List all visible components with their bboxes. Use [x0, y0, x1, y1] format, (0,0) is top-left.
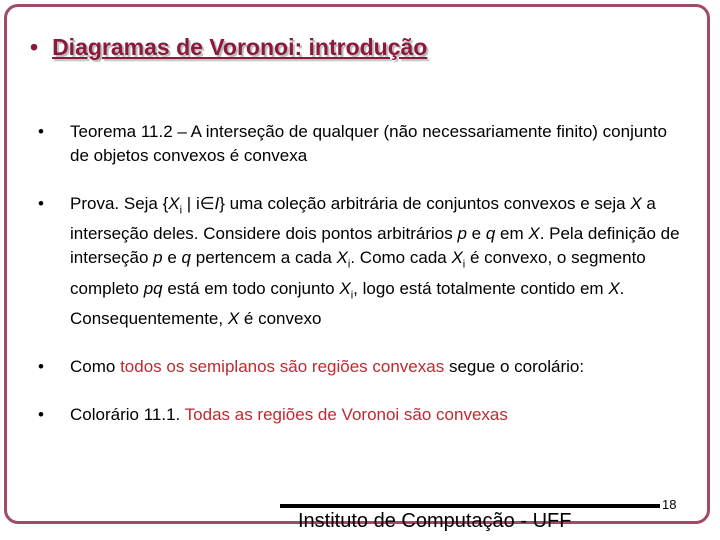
text-segment: Colorário 11.1.: [70, 405, 185, 425]
bullet-marker: •: [38, 405, 44, 425]
bullet-marker: •: [38, 122, 44, 141]
bullet-text: [70, 192, 688, 331]
text-segment: , logo está totalmente contido em: [353, 278, 609, 298]
footer-divider: [280, 504, 660, 508]
text-segment: pertencem a cada: [191, 248, 337, 268]
text-segment: p: [153, 248, 163, 268]
bullet-item: [38, 120, 688, 168]
text-segment: X: [227, 309, 240, 329]
text-segment: e: [466, 224, 486, 244]
text-segment: . Consequentemente,: [70, 278, 625, 329]
text-segment: . Pela definição de interseção: [70, 224, 680, 268]
title-bullet: •: [30, 34, 39, 60]
text-segment: i: [347, 258, 351, 271]
text-segment: X: [168, 194, 180, 213]
title-text: Diagramas de Voronoi: introdução: [52, 34, 428, 60]
text-segment: q: [485, 224, 496, 244]
text-segment: Teorema 11.2 – A interseção de qualquer (não necessariamente finito) conjunto de objetos convexos é convexa: [70, 122, 667, 165]
text-segment: i: [350, 289, 354, 302]
text-segment: segue o corolário:: [444, 357, 585, 377]
slide-title: [30, 34, 427, 61]
text-segment: q: [181, 248, 192, 268]
text-segment: é convexo: [239, 309, 322, 329]
bullet-text: [70, 403, 688, 427]
bullet-text: [70, 120, 688, 168]
text-segment: X: [630, 194, 642, 213]
bullet-marker: •: [38, 357, 44, 377]
text-segment: i: [462, 258, 466, 271]
text-segment: e: [162, 248, 182, 268]
text-segment: X: [451, 248, 463, 268]
text-segment: X: [336, 248, 348, 268]
text-segment: está em todo conjunto: [162, 278, 340, 298]
text-segment: Prova. Seja {: [70, 194, 169, 213]
text-segment: pq: [143, 278, 163, 298]
text-segment: a interseção deles. Considere dois pontos arbitrários: [70, 194, 656, 244]
text-segment: é convexo, o segmento completo: [70, 248, 646, 298]
slide-content: [38, 120, 688, 451]
bullet-item: [38, 355, 688, 379]
text-segment: } uma coleção arbitrária de conjuntos convexos e seja: [219, 194, 631, 213]
bullet-item: [38, 403, 688, 427]
highlight-text: todos os semiplanos são regiões convexas: [120, 357, 445, 377]
footer-text: Instituto de Computação - UFF: [298, 510, 572, 532]
text-segment: Como: [70, 357, 121, 377]
text-segment: em: [495, 224, 529, 244]
text-segment: p: [457, 224, 467, 244]
text-segment: X: [339, 278, 351, 298]
highlight-text: Todas as regiões de Voronoi são convexas: [184, 405, 508, 425]
bullet-item: [38, 192, 688, 331]
text-segment: X: [528, 224, 540, 244]
bullet-text: [70, 355, 688, 379]
text-segment: i: [179, 204, 183, 217]
page-number: 18: [662, 497, 677, 512]
text-segment: I: [214, 194, 220, 213]
text-segment: X: [608, 278, 620, 298]
text-segment: | i∈: [182, 194, 215, 213]
text-segment: . Como cada: [350, 248, 452, 268]
bullet-marker: •: [38, 194, 44, 213]
